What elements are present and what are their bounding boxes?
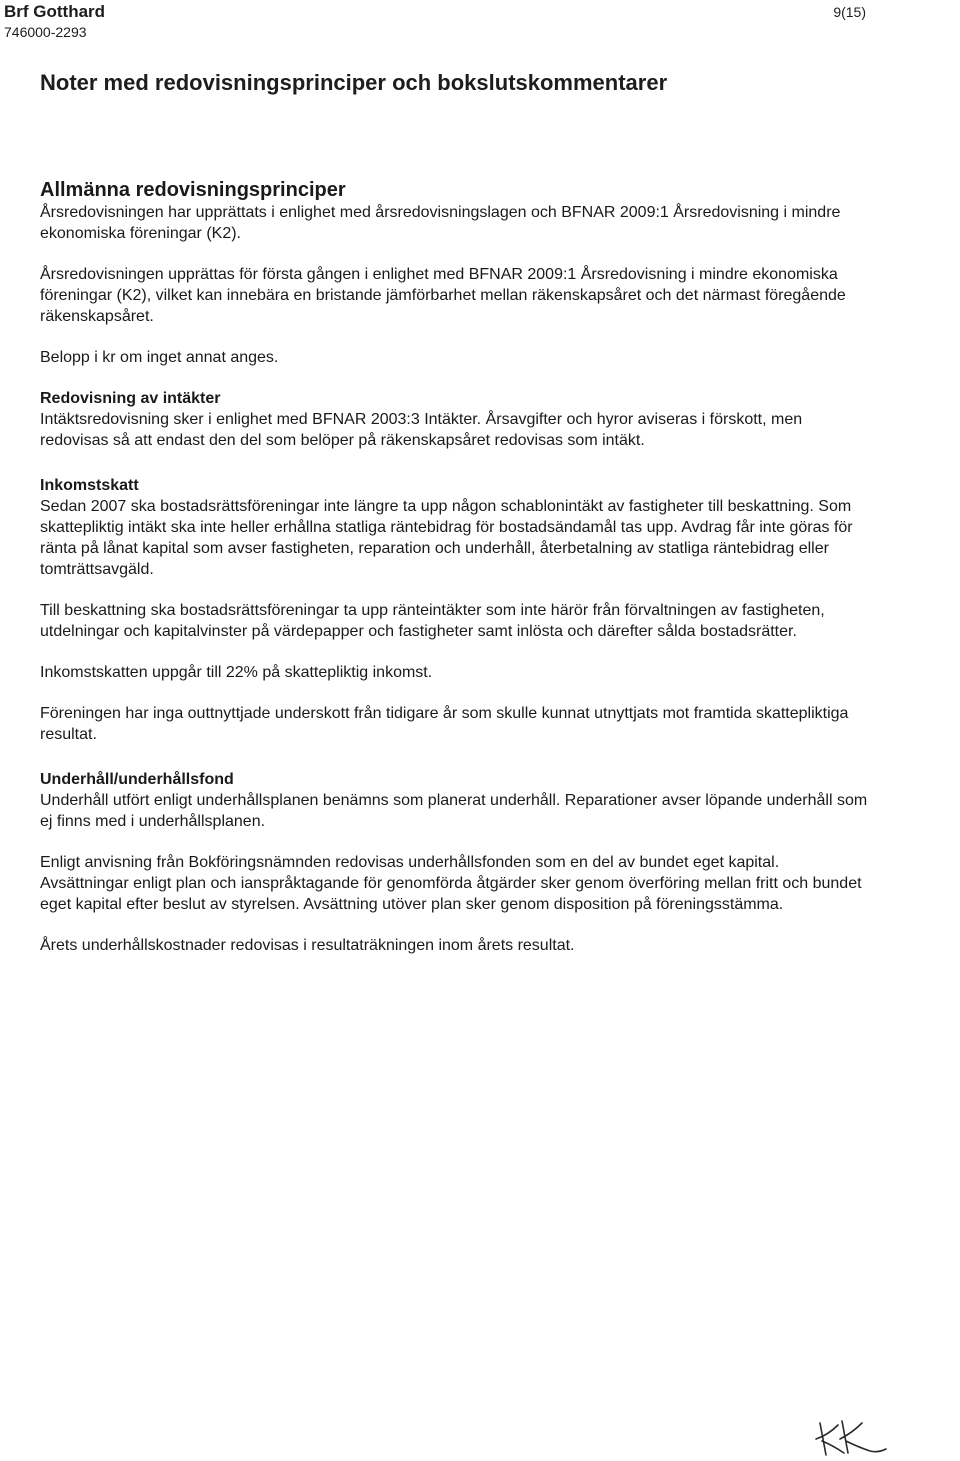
section-accounting-principles [40, 178, 870, 368]
section-revenue-recognition [40, 388, 870, 451]
paragraph-maintenance-2: Enligt anvisning från Bokföringsnämnden redovisas underhållsfonden som en del av bundet eget kapital. Avsättningar enligt plan och ianspråktagande för genomförda åtgärder sker genom överföring mellan fritt och bundet eget kapital efter beslut av styrelsen. Avsättning utöver plan sker genom disposition på föreningsstämma. [40, 854, 862, 913]
paragraph-maintenance-1: Underhåll utfört enligt underhållsplanen benämns som planerat underhåll. Reparationer avser löpande underhåll som ej finns med i underhållsplanen. [40, 792, 868, 830]
paragraph-income-tax-3: Inkomstskatten uppgår till 22% på skattepliktig inkomst. [40, 664, 433, 681]
paragraph-revenue-1: Intäktsredovisning sker i enlighet med BFNAR 2003:3 Intäkter. Årsavgifter och hyror aviseras i förskott, men redovisas så att endast den del som belöper på räkenskapsåret redovisas som intäkt. [40, 411, 803, 449]
section-income-tax [40, 475, 870, 745]
paragraph-income-tax-1: Sedan 2007 ska bostadsrättsföreningar inte längre ta upp någon schablonintäkt av fastigheter till beskattning. Som skattepliktig intäkt ska inte heller erhållna statliga räntebidrag för bostadsändamål tas upp. Avdrag får inte göras för ränta på lånat kapital som avser fastigheten, reparation och underhåll, återbetalning av statliga räntebidrag eller tomträttsavgäld. [40, 498, 853, 578]
paragraph-principles-3: Belopp i kr om inget annat anges. [40, 349, 279, 366]
notes-body [40, 178, 870, 956]
signature-initials [812, 1415, 892, 1460]
paragraph-maintenance-3: Årets underhållskostnader redovisas i resultaträkningen inom årets resultat. [40, 937, 575, 954]
section-heading-principles: Allmänna redovisningsprinciper [40, 179, 346, 201]
section-maintenance [40, 769, 870, 956]
paragraph-income-tax-2: Till beskattning ska bostadsrättsföreningar ta upp ränteintäkter som inte härör från förvaltningen av fastigheten, utdelningar och kapitalvinster på värdepapper och fastigheter samt inlösta och därefter sålda bostadsrätter. [40, 602, 825, 640]
section-heading-income-tax: Inkomstskatt [40, 477, 139, 494]
page-number: 9(15) [833, 4, 866, 20]
paragraph-principles-2: Årsredovisningen upprättas för första gången i enlighet med BFNAR 2009:1 Årsredovisning i mindre ekonomiska föreningar (K2), vilket kan innebära en bristande jämförbarhet mellan räkenskapsåret och det närmast föregående räkenskapsåret. [40, 266, 846, 325]
page-title: Noter med redovisningsprinciper och bokslutskommentarer [40, 70, 668, 95]
paragraph-income-tax-4: Föreningen har inga outtnyttjade underskott från tidigare år som skulle kunnat utnyttjats mot framtida skattepliktiga resultat. [40, 705, 849, 743]
paragraph-principles-1: Årsredovisningen har upprättats i enlighet med årsredovisningslagen och BFNAR 2009:1 Årsredovisning i mindre ekonomiska föreningar (K2). [40, 204, 841, 242]
organization-name: Brf Gotthard [4, 2, 106, 21]
section-heading-maintenance: Underhåll/underhållsfond [40, 771, 234, 788]
section-heading-revenue: Redovisning av intäkter [40, 390, 221, 407]
organization-number: 746000-2293 [4, 24, 87, 40]
